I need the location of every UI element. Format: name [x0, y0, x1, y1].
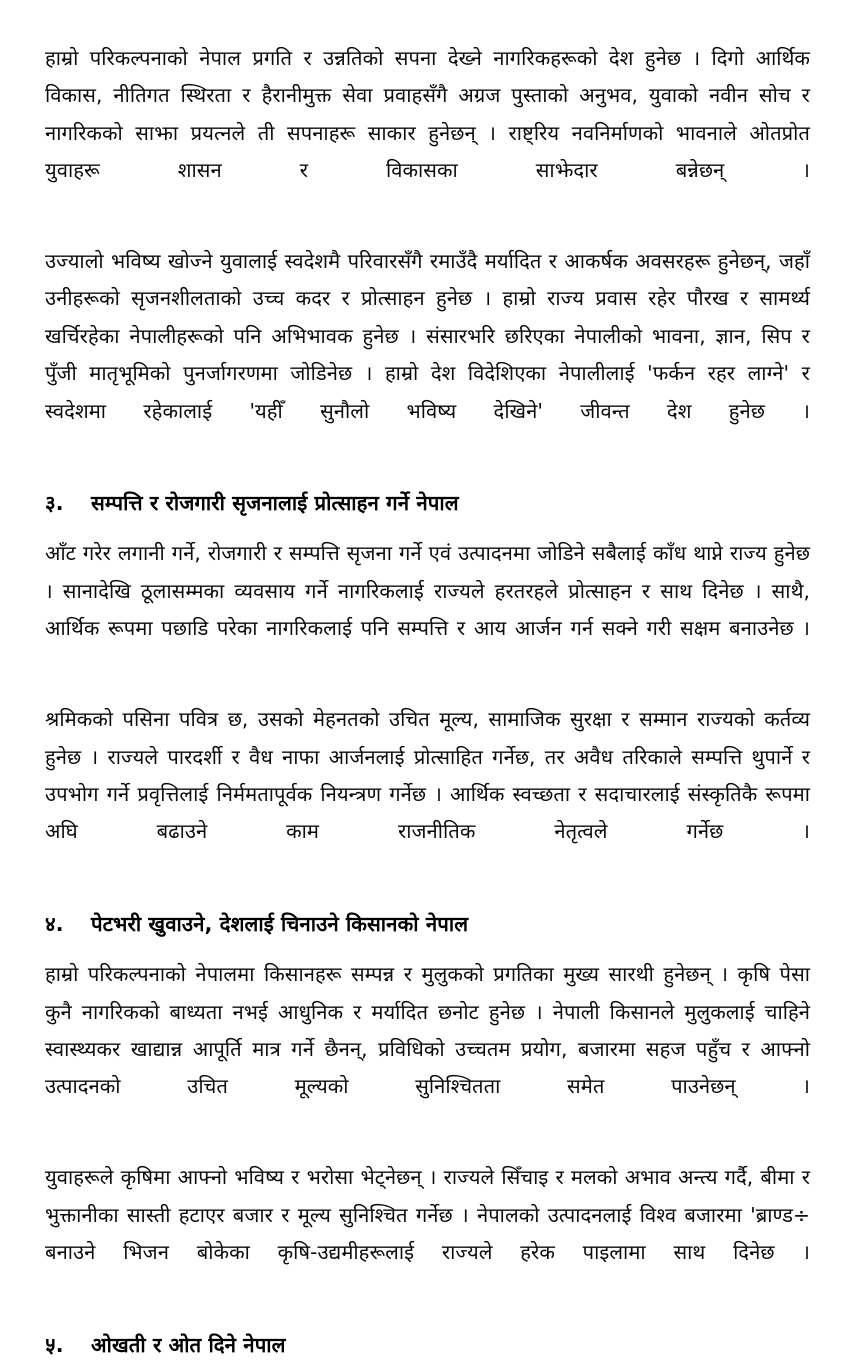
- section-heading-4-number: ४.: [45, 912, 64, 937]
- paragraph-3: आँट गरेर लगानी गर्ने, रोजगारी र सम्पत्ति सृजना गर्ने एवं उत्पादनमा जोडिने सबैलाई काँध थाप्ने राज्य हुनेछ । सानादेखि ठूलासम्मका व्यवसाय गर्ने नागरिकलाई राज्यले हरतरहले प्रोत्साहन र साथ दिनेछ । साथै, आर्थिक रूपमा पछाडि परेका नागरिकलाई पनि सम्पत्ति र आय आर्जन गर्न सक्ने गरी सक्षम बनाउनेछ ।: [45, 541, 810, 641]
- section-heading-5-number: ५.: [45, 1332, 64, 1357]
- section-heading-5-text: ओखती र ओत दिने नेपाल: [91, 1332, 286, 1357]
- section-heading-3: [45, 487, 810, 519]
- paragraph-1: हाम्रो परिकल्पनाको नेपाल प्रगति र उन्नतिको सपना देख्ने नागरिकहरूको देश हुनेछ । दिगो आर्थिक विकास, नीतिगत स्थिरता र हैरानीमुक्त सेवा प्रवाहसँगै अग्रज पुस्ताको अनुभव, युवाको नवीन सोच र नागरिकको साझा प्रयत्नले ती सपनाहरू साकार हुनेछन् । राष्ट्रिय नवनिर्माणको भावनाले ओतप्रोत युवाहरू शासन र विकासका साझेदार बन्नेछन् ।: [45, 46, 810, 183]
- section-heading-4-text: पेटभरी खुवाउने, देशलाई चिनाउने किसानको नेपाल: [91, 912, 469, 937]
- paragraph-2: उज्यालो भविष्य खोज्ने युवालाई स्वदेशमै परिवारसँगै रमाउँदै मर्यादित र आकर्षक अवसरहरू हुनेछन्, जहाँ उनीहरूको सृजनशीलताको उच्च कदर र प्रोत्साहन हुनेछ । हाम्रो राज्य प्रवास रहेर पौरख र सामर्थ्य खर्चिरहेका नेपालीहरूको पनि अभिभावक हुनेछ । संसारभरि छरिएका नेपालीको भावना, ज्ञान, सिप र पुँजी मातृभूमिको पुनर्जागरणमा जोडिनेछ । हाम्रो देश विदेशिएका नेपालीलाई 'फर्कन रहर लाग्ने' र स्वदेशमा रहेकालाई 'यहीँ सुनौलो भविष्य देखिने' जीवन्त देश हुनेछ ।: [45, 249, 810, 423]
- section-heading-5: [45, 1329, 810, 1361]
- paragraph-6: युवाहरूले कृषिमा आफ्नो भविष्य र भरोसा भेट्नेछन् । राज्यले सिँचाइ र मलको अभाव अन्त्य गर्दै, बीमा र भुक्तानीका सास्ती हटाएर बजार र मूल्य सुनिश्चित गर्नेछ । नेपालको उत्पादनलाई विश्व बजारमा 'ब्राण्ड÷ बनाउने भिजन बोकेका कृषि-उद्यमीहरूलाई राज्यले हरेक पाइलामा साथ दिनेछ ।: [45, 1165, 810, 1264]
- section-heading-3-number: ३.: [45, 491, 64, 516]
- paragraph-4: श्रमिकको पसिना पवित्र छ, उसको मेहनतको उचित मूल्य, सामाजिक सुरक्षा र सम्मान राज्यको कर्तव्य हुनेछ । राज्यले पारदर्शी र वैध नाफा आर्जनलाई प्रोत्साहित गर्नेछ, तर अवैध तरिकाले सम्पत्ति थुपार्ने र उपभोग गर्ने प्रवृत्तिलाई निर्ममतापूर्वक नियन्त्रण गर्नेछ । आर्थिक स्वच्छता र सदाचारलाई संस्कृतिकै रूपमा अघि बढाउने काम राजनीतिक नेतृत्वले गर्नेछ ।: [45, 707, 810, 844]
- section-heading-3-text: सम्पत्ति र रोजगारी सृजनालाई प्रोत्साहन गर्ने नेपाल: [91, 491, 459, 516]
- paragraph-5: हाम्रो परिकल्पनाको नेपालमा किसानहरू सम्पन्न र मुलुकको प्रगतिका मुख्य सारथी हुनेछन् । कृषि पेसा कुनै नागरिकको बाध्यता नभई आधुनिक र मर्यादित छनोट हुनेछ । नेपाली किसानले मुलुकलाई चाहिने स्वास्थ्यकर खाद्यान्न आपूर्ति मात्र गर्ने छैनन्, प्रविधिको उच्चतम प्रयोग, बजारमा सहज पहुँच र आफ्नो उत्पादनको उचित मूल्यको सुनिश्चितता समेत पाउनेछन् ।: [45, 962, 810, 1099]
- section-heading-4: [45, 908, 810, 940]
- document-text-column: [45, 40, 810, 1361]
